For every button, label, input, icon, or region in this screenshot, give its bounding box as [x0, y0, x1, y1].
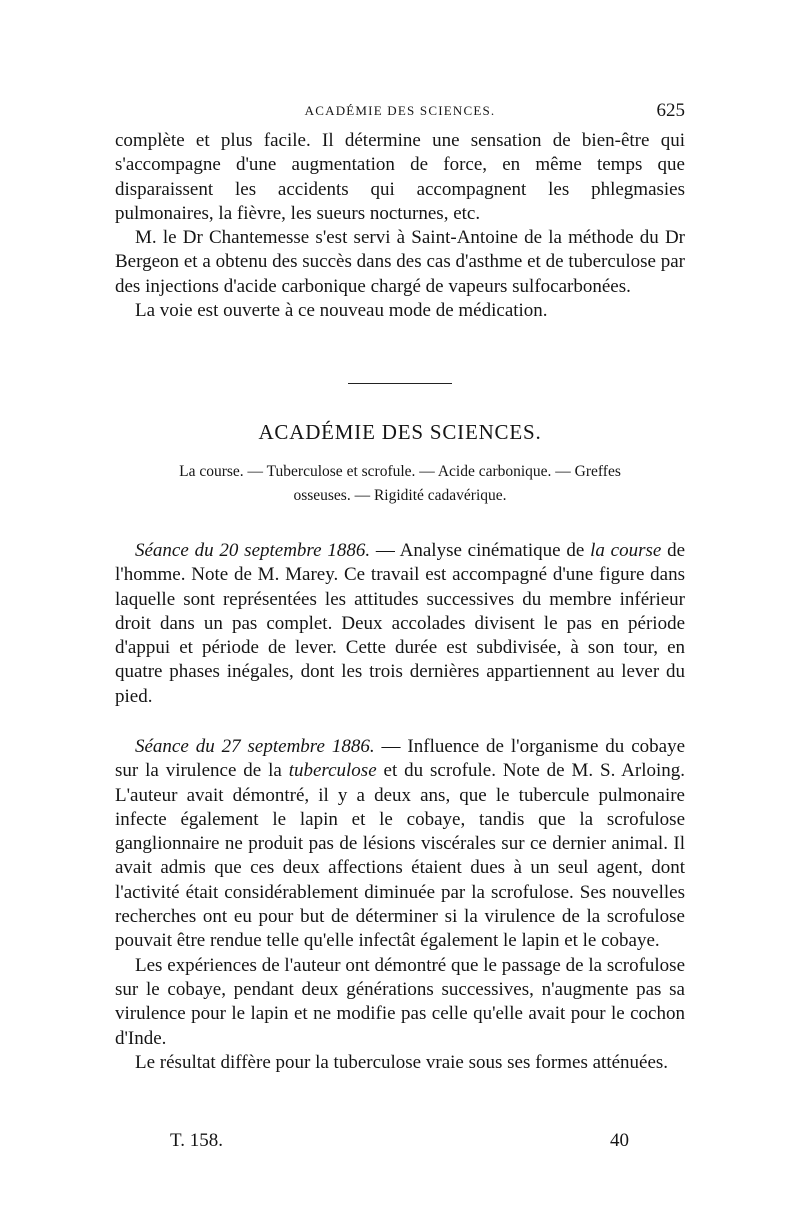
- seance-2-italic-term: tuberculose: [288, 760, 377, 782]
- seance-2-paragraph-3: Le résultat diffère pour la tuberculose vraie sous ses formes atténuées.: [135, 1051, 669, 1073]
- seance-1-italic-term: la course: [590, 540, 662, 561]
- seance-2-date: Séance du 27 septembre 1886.: [135, 736, 375, 757]
- summary-line-2: osseuses. — Rigidité cadavérique.: [293, 487, 507, 504]
- seance-2-paragraph-2: Les expériences de l'auteur ont démontré que le passage de la scrofulose sur le cobaye, pendant deux générations successives, n'augmente pas sa virulence pour le lapin et ne modifie pas celle qu'elle avait pour le cochon d'Inde.: [115, 954, 685, 1049]
- page-number: 625: [656, 100, 685, 121]
- intro-block: [115, 129, 685, 323]
- seance-1-text-a: — Analyse cinématique de: [375, 540, 585, 561]
- section-title: ACADÉMIE DES SCIENCES.: [258, 420, 542, 444]
- seance-1-block: [115, 539, 685, 709]
- intro-paragraph-3: La voie est ouverte à ce nouveau mode de médication.: [135, 300, 548, 322]
- intro-paragraph-1: complète et plus facile. Il détermine une sensation de bien-être qui s'accompagne d'une augmentation de force, en même temps que disparaissent les accidents qui accompagnent les phlegmasies pulmonaires, la fièvre, les sueurs nocturnes, etc.: [115, 130, 685, 224]
- running-title: ACADÉMIE DES SCIENCES.: [304, 103, 496, 118]
- summary-line-1: La course. — Tuberculose et scrofule. — Acide carbonique. — Greffes: [179, 463, 621, 480]
- footer-tome: T. 158.: [170, 1130, 223, 1151]
- section-divider: [348, 383, 452, 384]
- seance-1-text-b: de l'homme. Note de M. Marey. Ce travail est accompagné d'une figure dans laquelle sont représentées les attitudes successives du membre inférieur droit dans un pas complet. Deux accolades divisent le pas en période d'appui et période de lever. Cette durée est subdivisée, à son tour, en quatre phases inégales, dont les trois dernières appartiennent au lever du pied.: [115, 540, 686, 707]
- page-footer: [115, 1130, 685, 1156]
- section-summary: [115, 460, 685, 508]
- running-head: [115, 100, 685, 127]
- footer-signature: 40: [610, 1130, 629, 1151]
- seance-2-text-b: et du scrofule. Note de M. S. Arloing. L'auteur avait démontré, il y a deux ans, que le tubercule pulmonaire infecte également le lapin et le cobaye, tandis que la scrofulose ganglionnaire ne produit pas de lésions viscérales sur ce dernier animal. Il avait admis que ces deux affections étaient dues à un seul agent, dont l'activité était considérablement diminuée par la scrofulose. Ses nouvelles recherches ont eu pour but de déterminer si la virulence de la scrofulose pouvait être rendue telle qu'elle infectât également le lapin et le cobaye.: [115, 760, 686, 952]
- intro-paragraph-2: M. le Dr Chantemesse s'est servi à Saint-Antoine de la méthode du Dr Bergeon et a obtenu des succès dans des cas d'asthme et de tuberculose par des injections d'acide carbonique chargé de vapeurs sulfocarbonées.: [115, 227, 685, 297]
- seance-1-date: Séance du 20 septembre 1886.: [135, 540, 371, 561]
- seance-1-paragraph: [115, 539, 685, 709]
- seance-2-paragraph-1: [115, 735, 685, 954]
- seance-2-text-a: — Influence de l'organisme du cobaye sur la virulence de la: [115, 736, 686, 782]
- seance-2-block: [115, 735, 685, 1075]
